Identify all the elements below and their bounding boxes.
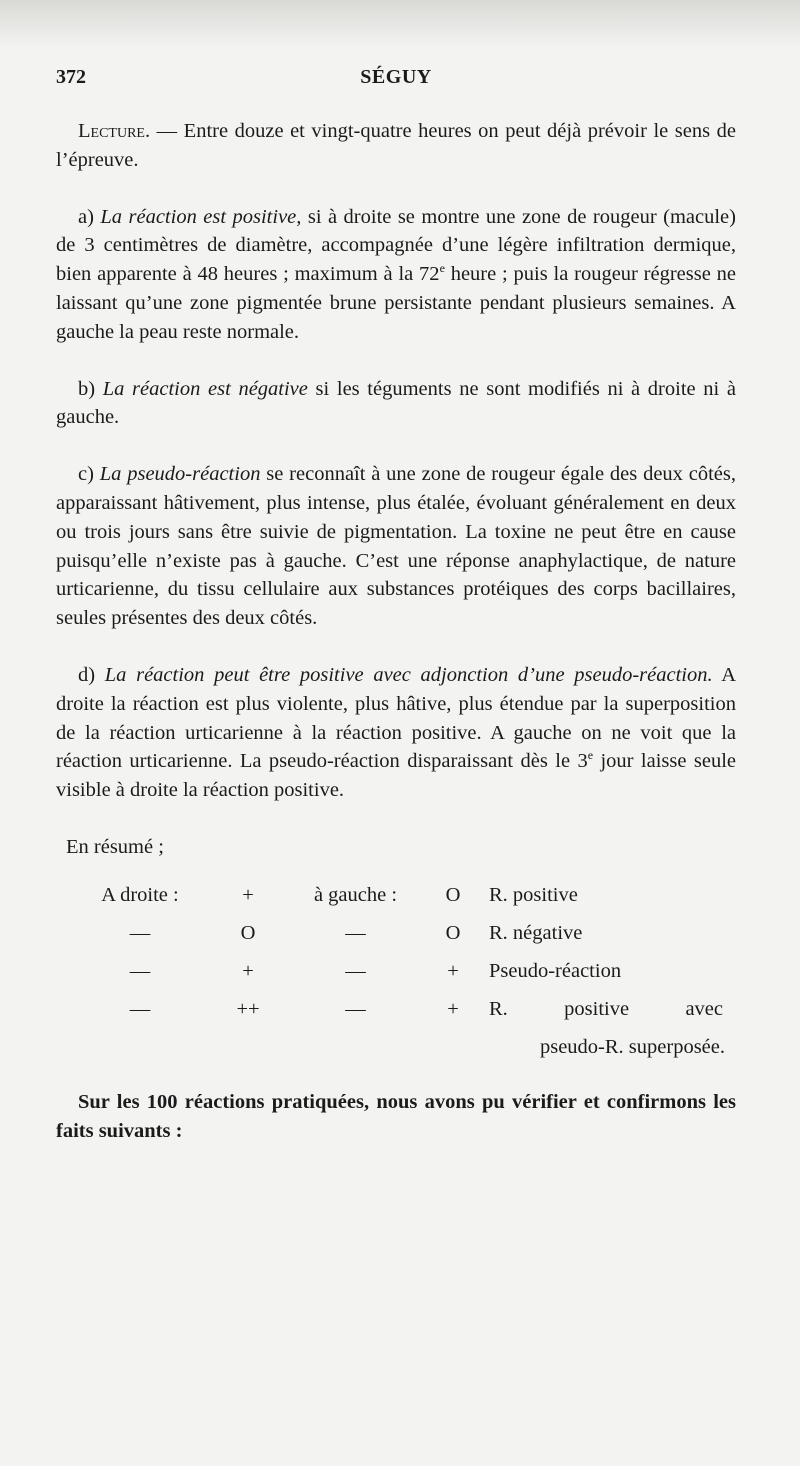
- summary-row-gauche-label: —: [345, 997, 366, 1020]
- summary-intro: En résumé ;: [66, 835, 164, 858]
- closing-paragraph: Sur les 100 réactions pratiquées, nous avons pu vérifier et confirmons les faits suivants :: [56, 1090, 736, 1142]
- summary-row: [72, 952, 729, 990]
- summary-result-continuation: pseudo-R. superposée.: [539, 1035, 725, 1058]
- paragraph-a-text: si à droite se montre une zone de rougeur (macule) de 3 centimètres de diamètre, accompagnée d’une légère infiltration dermique, bien apparente à 48 heures ; maximum à la 72: [56, 205, 736, 286]
- paragraph-a: [56, 203, 736, 347]
- page-number: 372: [56, 66, 86, 88]
- summary-row: [72, 990, 729, 1028]
- page-header: [56, 66, 736, 96]
- summary-row-continuation: [72, 1028, 729, 1066]
- paragraph-a-sup: e: [439, 261, 445, 276]
- summary-row-right: ++: [236, 997, 260, 1020]
- lecture-paragraph: [56, 117, 736, 175]
- paragraph-c-prefix: c): [78, 463, 100, 486]
- summary-row-result: Pseudo-réaction: [489, 959, 622, 982]
- paragraph-b-prefix: b): [78, 377, 103, 400]
- summary-row-right: +: [242, 959, 254, 982]
- lecture-text: — Entre douze et vingt-quatre heures on peut déjà prévoir le sens de l’épreuve.: [56, 120, 736, 171]
- paragraph-d-prefix: d): [78, 663, 105, 686]
- summary-row-label: —: [129, 921, 151, 944]
- summary-row-result: R. positive avec: [489, 997, 723, 1020]
- summary-row-label: A droite :: [101, 883, 179, 906]
- paragraph-d-text: A droite la réaction est plus violente, plus hâtive, plus étendue par la superposition de la réaction urticarienne à la réaction positive. A gauche on ne voit que la réaction urticarienne. La pseudo-réaction disparaissant dès le 3: [56, 663, 736, 773]
- summary-row-label: —: [129, 997, 151, 1020]
- paragraph-c: [56, 460, 736, 633]
- page-body: [56, 117, 736, 1145]
- summary-row: [72, 876, 729, 914]
- summary-row-right: O: [240, 921, 256, 944]
- paragraph-b-italic: La réaction est négative: [102, 377, 308, 400]
- paragraph-a-prefix: a): [78, 205, 101, 228]
- summary-row-right: +: [242, 883, 254, 906]
- summary-row: [72, 914, 729, 952]
- paragraph-c-text: se reconnaît à une zone de rougeur égale des deux côtés, apparaissant hâtivement, plus intense, plus étalée, évoluant généralement en deux ou trois jours sans être suivie de pigmentation. La toxine ne peut être en cause puisqu’elle n’existe pas à gauche. C’est une réponse anaphylactique, de nature urticarienne, du tissu cellulaire aux substances protéiques des corps bacillaires, seules présentes des deux côtés.: [56, 463, 736, 630]
- lecture-label: Lecture.: [78, 120, 151, 142]
- summary-row-gauche: +: [447, 959, 459, 982]
- summary-row-gauche-label: à gauche :: [313, 883, 398, 906]
- paragraph-a-italic: La réaction est positive,: [100, 205, 302, 228]
- paragraph-d: [56, 661, 736, 805]
- paragraph-b-text: si les téguments ne sont modifiés ni à droite ni à gauche.: [56, 377, 736, 429]
- page-edge-shadow: [0, 0, 800, 48]
- paragraph-d-text2: jour laisse seule visible à droite la réaction positive.: [56, 750, 736, 802]
- paragraph-d-italic: La réaction peut être positive avec adjonction d’une pseudo-réaction.: [104, 663, 713, 686]
- running-head: SÉGUY: [360, 66, 432, 88]
- summary-row-gauche: +: [447, 997, 459, 1020]
- paragraph-c-italic: La pseudo-réaction: [99, 463, 261, 486]
- summary-row-gauche-label: —: [345, 959, 366, 982]
- paragraph-a-text2: heure ; puis la rougeur régresse ne laissant qu’une zone pigmentée brune persistante pendant plusieurs semaines. A gauche la peau reste normale.: [56, 263, 736, 343]
- summary-table: [72, 876, 729, 1066]
- summary-row-gauche: O: [445, 883, 461, 906]
- summary-row-result: R. négative: [489, 921, 583, 944]
- paragraph-d-sup: e: [587, 748, 594, 763]
- summary-row-gauche: O: [445, 921, 461, 944]
- summary-row-label: —: [129, 959, 151, 982]
- summary-row-result: R. positive: [489, 883, 578, 906]
- summary-row-gauche-label: —: [345, 921, 366, 944]
- paragraph-b: [56, 375, 736, 433]
